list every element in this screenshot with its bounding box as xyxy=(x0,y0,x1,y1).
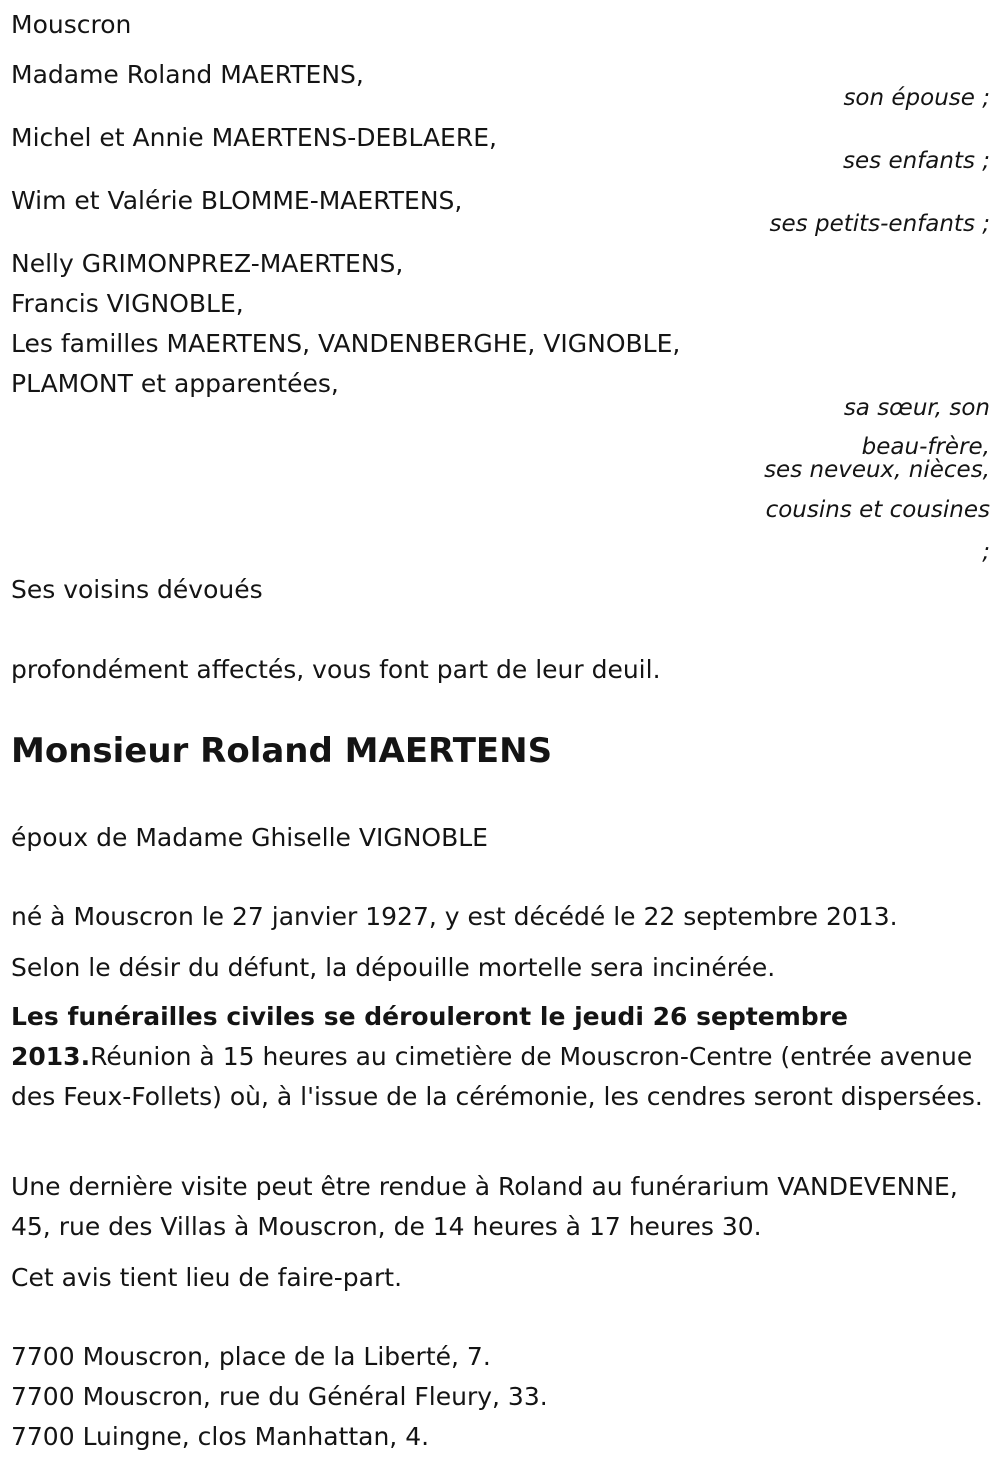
visit-paragraph: Une dernière visite peut être rendue à Roland au funérarium VANDEVENNE, 45, rue des Villas à Mouscron, de 14 heures à 17 heures 30. xyxy=(11,1172,958,1241)
address-line: 7700 Mouscron, place de la Liberté, 7. xyxy=(11,1342,491,1371)
relatives-relation-line: sa sœur, son xyxy=(843,395,990,421)
notice: Cet avis tient lieu de faire-part. xyxy=(11,1263,403,1292)
funeral-bold: Les funérailles civiles se dérouleront le jeudi 26 septembre 2013. xyxy=(11,1002,848,1071)
city: Mouscron xyxy=(11,10,132,39)
relatives-line: PLAMONT et apparentées, xyxy=(11,369,339,398)
family-name-children: Michel et Annie MAERTENS-DEBLAERE, xyxy=(11,123,497,152)
relatives-line: Les familles MAERTENS, VANDENBERGHE, VIGNOBLE, xyxy=(11,329,681,358)
birth-death: né à Mouscron le 27 janvier 1927, y est décédé le 22 septembre 2013. xyxy=(11,902,898,931)
family-name-grandchildren: Wim et Valérie BLOMME-MAERTENS, xyxy=(11,186,463,215)
relatives-relation-line: ; xyxy=(982,539,990,565)
funeral-paragraph xyxy=(11,997,996,1117)
family-name-spouse: Madame Roland MAERTENS, xyxy=(11,60,364,89)
address-line: 7700 Luingne, clos Manhattan, 4. xyxy=(11,1422,430,1451)
spouse-line: époux de Madame Ghiselle VIGNOBLE xyxy=(11,823,488,852)
cremation: Selon le désir du défunt, la dépouille mortelle sera incinérée. xyxy=(11,953,776,982)
relatives-relation-line: ses neveux, nièces, xyxy=(764,457,990,483)
relatives-relation-line: beau-frère, xyxy=(861,434,990,460)
family-relation-children: ses enfants ; xyxy=(843,148,990,174)
relatives-relation-line: cousins et cousines xyxy=(765,497,990,523)
family-relation-grandchildren: ses petits-enfants ; xyxy=(769,211,990,237)
deceased-name: Monsieur Roland MAERTENS xyxy=(11,731,553,771)
neighbors: Ses voisins dévoués xyxy=(11,575,263,604)
announcement: profondément affectés, vous font part de leur deuil. xyxy=(11,655,661,684)
relatives-line: Francis VIGNOBLE, xyxy=(11,289,244,318)
address-line: 7700 Mouscron, rue du Général Fleury, 33. xyxy=(11,1382,548,1411)
funeral-details: Réunion à 15 heures au cimetière de Mouscron-Centre (entrée avenue des Feux-Follets) où, à l'issue de la cérémonie, les cendres seront dispersées. xyxy=(11,1042,983,1111)
relatives-line: Nelly GRIMONPREZ-MAERTENS, xyxy=(11,249,404,278)
family-relation-spouse: son épouse ; xyxy=(843,85,990,111)
